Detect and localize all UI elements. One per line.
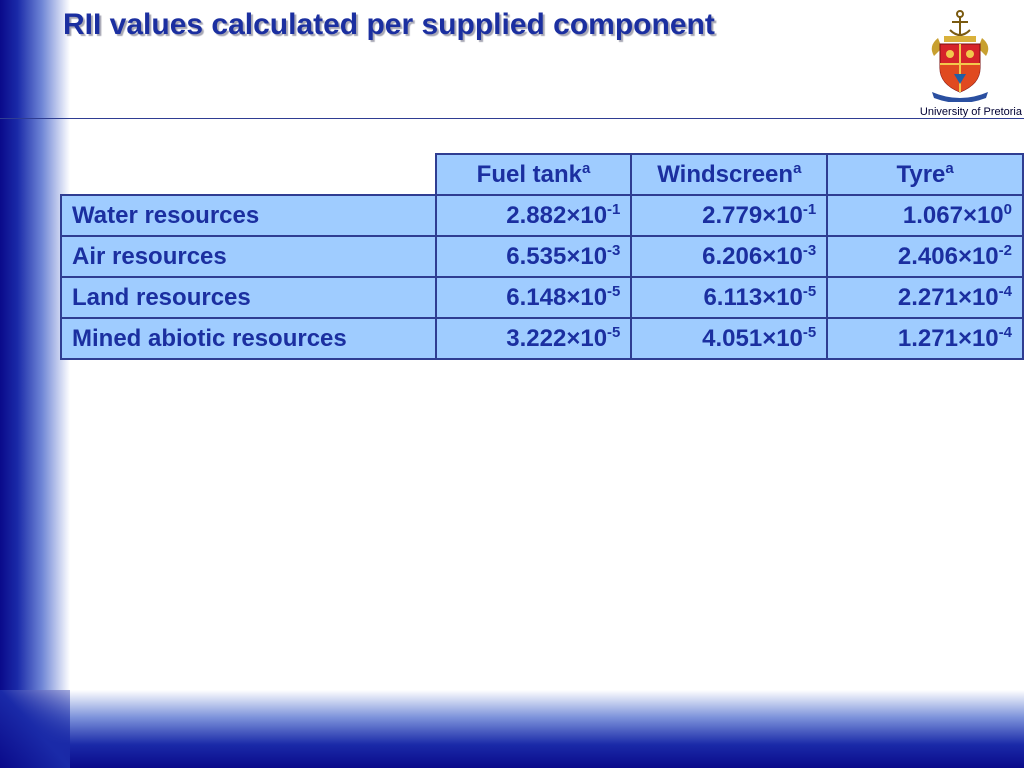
- column-header-label: Windscreen: [657, 160, 794, 188]
- university-label: University of Pretoria: [919, 106, 1022, 118]
- value-mantissa: 2.779: [702, 201, 763, 229]
- value-mantissa: 4.051: [702, 324, 763, 352]
- footnote-marker: a: [945, 159, 954, 177]
- footnote-marker: a: [582, 159, 591, 177]
- column-header-label: Fuel tank: [476, 160, 583, 188]
- rii-values-table: [60, 153, 1024, 360]
- column-header-fuel-tank: [436, 154, 632, 195]
- value-cell: [827, 318, 1023, 359]
- value-cell: [436, 195, 632, 236]
- slide-title: RII values calculated per supplied component: [63, 8, 715, 41]
- footnote-marker: a: [793, 159, 802, 177]
- value-base: ×10: [566, 201, 608, 229]
- value-mantissa: 6.206: [702, 242, 763, 270]
- left-gradient-band: [0, 0, 70, 768]
- value-base: ×10: [957, 283, 999, 311]
- table-header-row: [61, 154, 1023, 195]
- value-exponent: -3: [802, 241, 817, 259]
- value-exponent: -4: [998, 282, 1012, 300]
- value-mantissa: 3.222: [506, 324, 567, 352]
- header-divider: [0, 118, 1024, 119]
- value-mantissa: 1.067: [902, 201, 963, 229]
- row-label: Mined abiotic resources: [61, 318, 436, 359]
- value-base: ×10: [566, 324, 608, 352]
- value-base: ×10: [762, 283, 803, 311]
- column-header-label: Tyre: [896, 160, 946, 188]
- table-row: [61, 277, 1023, 318]
- value-base: ×10: [566, 242, 608, 270]
- value-mantissa: 2.406: [897, 242, 958, 270]
- value-exponent: -4: [998, 323, 1012, 341]
- column-header-tyre: [827, 154, 1023, 195]
- row-label: Water resources: [61, 195, 436, 236]
- value-exponent: 0: [1003, 200, 1012, 218]
- value-exponent: -5: [607, 282, 621, 300]
- value-exponent: -1: [607, 200, 621, 218]
- column-header-windscreen: [631, 154, 827, 195]
- value-base: ×10: [957, 242, 999, 270]
- row-label: Air resources: [61, 236, 436, 277]
- value-exponent: -5: [607, 323, 621, 341]
- table-row: [61, 236, 1023, 277]
- value-exponent: -2: [998, 241, 1012, 259]
- value-mantissa: 6.113: [703, 283, 763, 311]
- value-exponent: -3: [607, 241, 621, 259]
- value-base: ×10: [762, 324, 803, 352]
- value-exponent: -1: [802, 200, 817, 218]
- empty-corner-cell: [61, 154, 436, 195]
- table-row: [61, 318, 1023, 359]
- value-cell: [631, 277, 827, 318]
- value-cell: [827, 195, 1023, 236]
- value-cell: [436, 318, 632, 359]
- row-label: Land resources: [61, 277, 436, 318]
- value-mantissa: 6.148: [506, 283, 567, 311]
- value-base: ×10: [762, 242, 803, 270]
- value-mantissa: 2.882: [506, 201, 567, 229]
- corner-gradient: [0, 690, 70, 768]
- value-base: ×10: [566, 283, 608, 311]
- value-cell: [436, 277, 632, 318]
- value-mantissa: 6.535: [506, 242, 567, 270]
- value-cell: [436, 236, 632, 277]
- value-exponent: -5: [802, 323, 817, 341]
- value-cell: [827, 277, 1023, 318]
- value-base: ×10: [957, 324, 999, 352]
- value-exponent: -5: [802, 282, 817, 300]
- value-mantissa: 1.271: [897, 324, 958, 352]
- value-cell: [631, 236, 827, 277]
- bottom-gradient-band: [0, 690, 1024, 768]
- value-mantissa: 2.271: [897, 283, 958, 311]
- value-base: ×10: [962, 201, 1004, 229]
- value-cell: [827, 236, 1023, 277]
- university-crest-logo: [924, 8, 996, 102]
- table-row: [61, 195, 1023, 236]
- value-cell: [631, 195, 827, 236]
- value-cell: [631, 318, 827, 359]
- value-base: ×10: [762, 201, 803, 229]
